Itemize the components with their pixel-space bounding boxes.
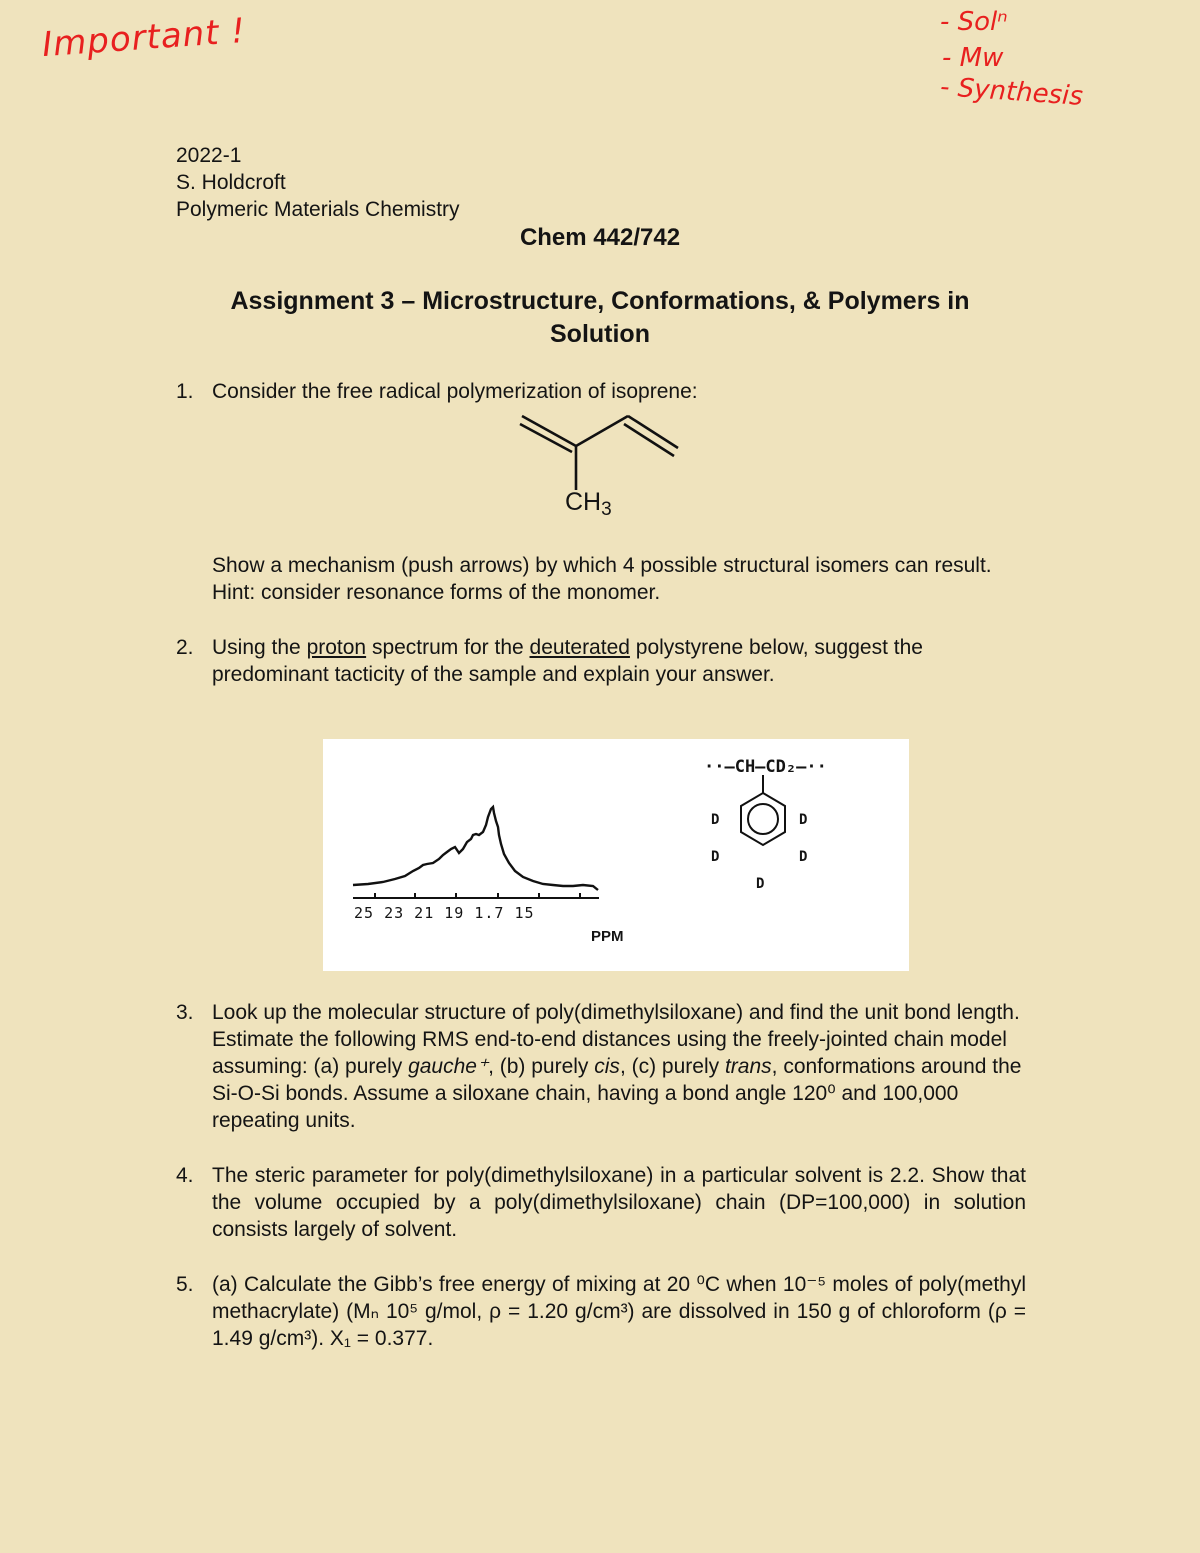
question-number: 1. [176, 380, 194, 403]
document-header [176, 142, 460, 223]
underlined-term-deuterated: deuterated [529, 636, 630, 659]
handwritten-note-mw: - Mw [942, 43, 1004, 73]
question-5 [176, 1271, 1026, 1352]
question-1 [176, 378, 1026, 405]
phenyl-ring [741, 775, 785, 845]
term: 2022-1 [176, 144, 242, 167]
deuterium-label: D [756, 876, 765, 892]
text-segment: Look up the molecular structure of poly(dimethylsiloxane) and find the unit bond length. Estimate the following RMS end-to-end distances using the freely-jointed chain model assuming: (a) purely [212, 1001, 1020, 1078]
deuterium-label: D [799, 812, 808, 828]
ppm-axis [353, 893, 599, 898]
italic-term-trans: trans [724, 1055, 772, 1078]
text-segment: , (b) purely [488, 1055, 595, 1078]
question-number: 2. [176, 636, 194, 659]
polymer-chain-label: ··—CH—CD₂—·· [704, 757, 827, 777]
question-text: Consider the free radical polymerization of isoprene: [212, 380, 698, 403]
single-bond [576, 416, 628, 446]
ppm-axis-label: PPM [591, 928, 624, 945]
course-name: Polymeric Materials Chemistry [176, 198, 460, 221]
question-number: 5. [176, 1273, 194, 1296]
italic-term-gauche: gauche⁺ [408, 1055, 489, 1078]
question-text: Show a mechanism (push arrows) by which 4 possible structural isomers can result. Hint: consider resonance forms of the monomer. [212, 554, 992, 604]
course-code: Chem 442/742 [519, 224, 681, 251]
handwritten-important-note: Important ! [40, 10, 248, 66]
question-text [212, 999, 1026, 1134]
question-number: 4. [176, 1164, 194, 1187]
question-2 [176, 634, 1026, 688]
handwritten-note-synthesis: - Synthesis [939, 72, 1084, 112]
deuterium-label: D [711, 849, 720, 865]
double-bond-left-a [522, 416, 576, 446]
text-segment: Using the [212, 636, 307, 659]
question-3 [176, 999, 1026, 1134]
ppm-tick-labels: 25 23 21 19 1.7 15 [354, 904, 535, 922]
spectrum-trace [353, 807, 598, 890]
assignment-title [160, 285, 1040, 351]
title-line-2: Solution [550, 320, 650, 348]
methyl-label: $CH_3$ [565, 488, 612, 520]
author: S. Holdcroft [176, 171, 286, 194]
deuterium-label: D [711, 812, 720, 828]
underlined-term-proton: proton [306, 636, 367, 659]
handwritten-note-solution: - Solⁿ [940, 7, 1008, 37]
question-text: The steric parameter for poly(dimethylsiloxane) in a particular solvent is 2.2. Show that the volume occupied by a poly(dimethylsiloxane) chain (DP=100,000) in solution consists largely of solvent. [212, 1164, 1026, 1241]
text-segment: polystyrene below, suggest the predominant tacticity of the sample and explain your answer. [212, 636, 923, 686]
question-text: (a) Calculate the Gibb’s free energy of mixing at 20 ⁰C when 10⁻⁵ moles of poly(methyl methacrylate) (Mₙ 10⁵ g/mol, ρ = 1.20 g/cm³) are dissolved in 150 g of chloroform (ρ = 1.49 g/cm³). X₁ = 0.377. [212, 1273, 1026, 1350]
title-line-1: Assignment 3 – Microstructure, Conformations, & Polymers in [230, 287, 970, 315]
question-text [212, 634, 1026, 688]
text-segment: , conformations around the Si-O-Si bonds. Assume a siloxane chain, having a bond angle 120⁰ and 100,000 repeating units. [212, 1055, 1022, 1132]
handwritten-notes-list [940, 4, 1083, 110]
text-segment: spectrum for the [366, 636, 530, 659]
question-number: 3. [176, 1001, 194, 1024]
italic-term-cis: cis [594, 1055, 620, 1078]
deuterium-label: D [799, 849, 808, 865]
isoprene-structure [500, 402, 690, 492]
question-4 [176, 1162, 1026, 1243]
text-segment: , (c) purely [619, 1055, 725, 1078]
question-1-followup [176, 552, 1026, 606]
